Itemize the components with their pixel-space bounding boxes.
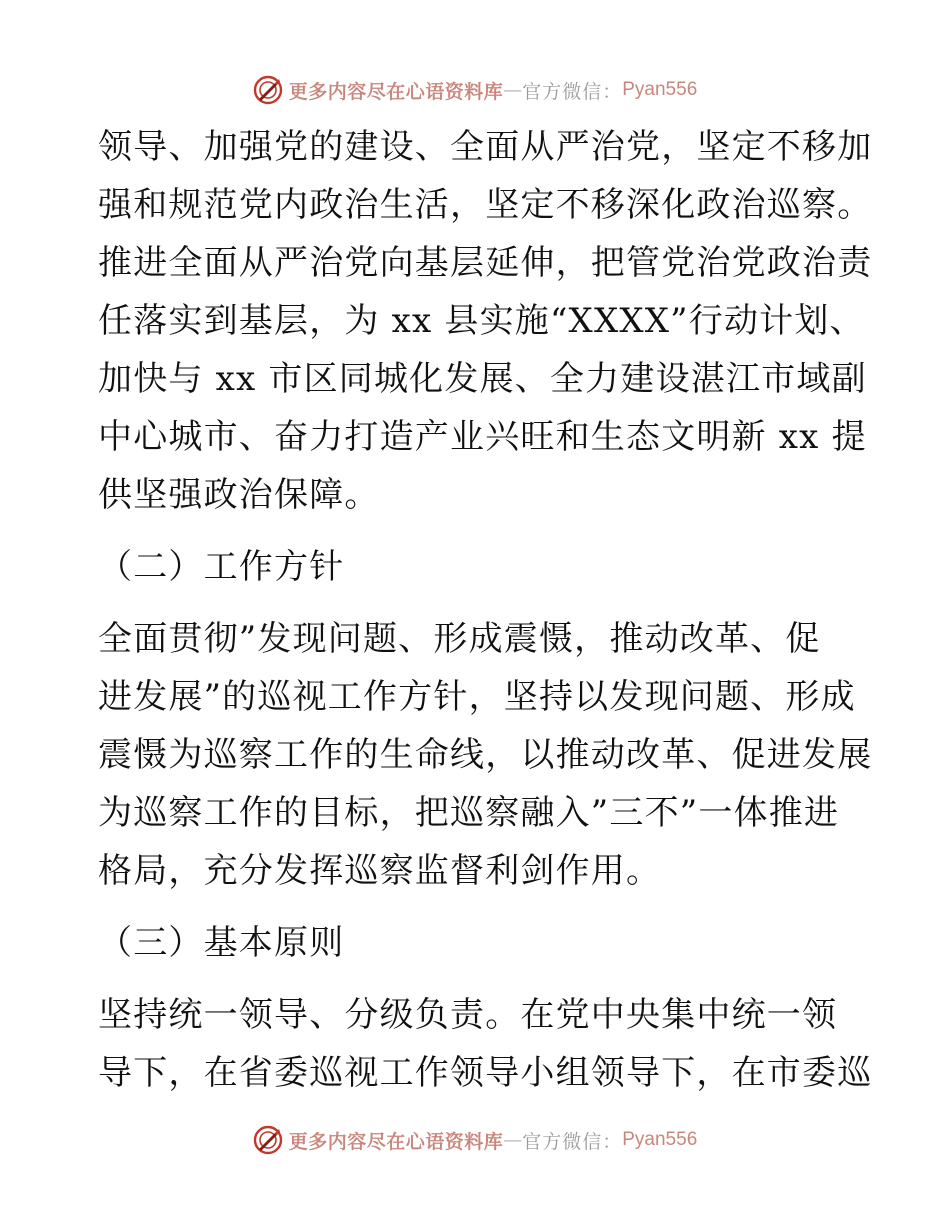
text-line: 格局，充分发挥巡察监督利剑作用。	[98, 851, 662, 891]
text-line: 全面贯彻”发现问题、形成震慑，推动改革、促	[98, 619, 821, 659]
section-heading-basic-principles	[98, 914, 858, 972]
watermark-wechat-id: Pyan556	[622, 1129, 698, 1150]
section-heading: （二）工作方针	[98, 547, 345, 587]
text-line: 加快与 xx 市区同城化发展、全力建设湛江市域副	[98, 359, 867, 399]
text-line: 任落实到基层，为 xx 县实施“XXXX”行动计划、	[98, 301, 865, 341]
text-line: 进发展”的巡视工作方针，坚持以发现问题、形成	[98, 677, 856, 717]
section-heading: （三）基本原则	[98, 923, 345, 963]
text-line: 强和规范党内政治生活，坚定不移深化政治巡察。	[98, 185, 873, 225]
text-line: 坚持统一领导、分级负责。在党中央集中统一领	[98, 995, 838, 1035]
paragraph-goal	[98, 118, 873, 524]
paragraph-work-policy	[98, 610, 873, 900]
text-line: 供坚强政治保障。	[98, 475, 380, 515]
watermark-dash: —	[503, 79, 523, 101]
watermark-wechat-label: 官方微信：	[522, 80, 623, 103]
text-line: 推进全面从严治党向基层延伸，把管党治党政治责	[98, 243, 873, 283]
watermark-brand-text: 更多内容尽在心语资料库	[288, 1130, 504, 1153]
text-line: 中心城市、奋力打造产业兴旺和生态文明新 xx 提	[98, 417, 867, 457]
watermark-brand-text: 更多内容尽在心语资料库	[288, 80, 504, 103]
watermark-dash: —	[503, 1129, 523, 1151]
section-heading-work-policy	[98, 538, 858, 596]
document-body	[98, 118, 873, 1102]
text-line: 震慑为巡察工作的生命线，以推动改革、促进发展	[98, 735, 873, 775]
header-watermark	[0, 70, 950, 110]
brand-logo-icon	[253, 1125, 283, 1155]
footer-watermark	[0, 1120, 950, 1160]
text-line: 导下，在省委巡视工作领导小组领导下，在市委巡	[98, 1053, 873, 1093]
watermark-wechat-label: 官方微信：	[522, 1130, 623, 1153]
text-line: 为巡察工作的目标，把巡察融入”三不”一体推进	[98, 793, 840, 833]
brand-logo-icon	[253, 75, 283, 105]
paragraph-basic-principles	[98, 986, 873, 1102]
watermark-wechat-id: Pyan556	[622, 79, 698, 100]
text-line: 领导、加强党的建设、全面从严治党，坚定不移加	[98, 127, 873, 167]
